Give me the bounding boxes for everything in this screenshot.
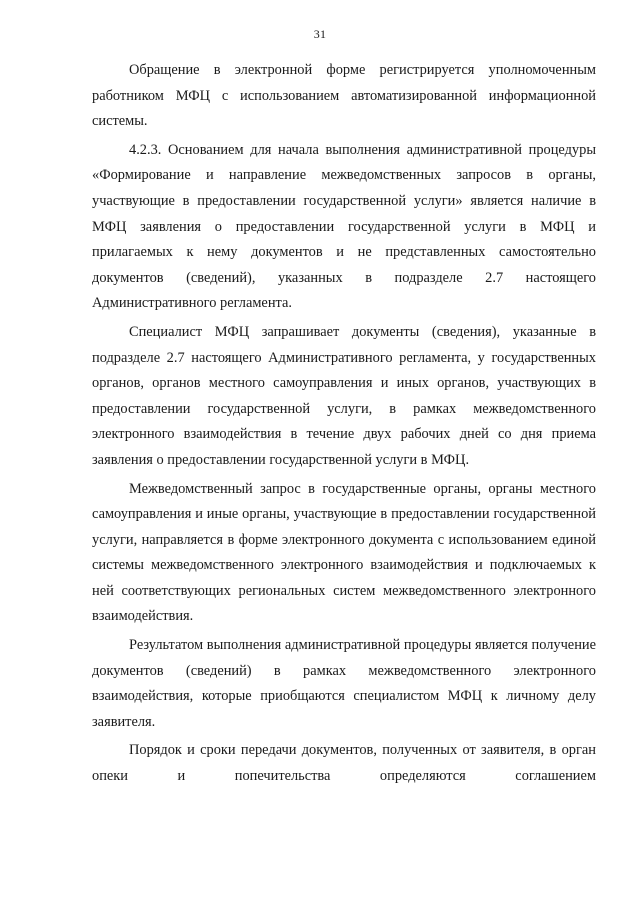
- page-number: 31: [313, 27, 327, 41]
- paragraph-specialist-request: Специалист МФЦ запрашивает документы (сведения), указанные в подразделе 2.7 настоящего Административного регламента, у государственных органов, органов местного самоуправления и иных органов, участвующих в предоставлении государственной услуги, в рамках межведомственного электронного взаимодействия в течение двух рабочих дней со дня приема заявления о предоставлении государственной услуги в МФЦ.: [92, 323, 596, 468]
- paragraph-4-2-3: 4.2.3. Основанием для начала выполнения административной процедуры «Формирование и направление межведомственных запросов в органы, участвующие в предоставлении государственной услуги» является наличие в МФЦ заявления о предоставлении государственной услуги в МФЦ и прилагаемых к нему документов и не представленных самостоятельно документов (сведений), указанных в подразделе 2.7 настоящего Административного регламента.: [92, 141, 596, 312]
- paragraph-result: Результатом выполнения административной процедуры является получение документов (сведений) в рамках межведомственного электронного взаимодействия, которые приобщаются специалистом МФЦ к личному делу заявителя.: [92, 637, 596, 730]
- document-body: [92, 58, 596, 790]
- paragraph-interagency-request: Межведомственный запрос в государственные органы, органы местного самоуправления и иные органы, участвующие в предоставлении государственной услуги, направляется в форме электронного документа с использованием единой системы межведомственного электронного взаимодействия и подключаемых к ней соответствующих региональных систем межведомственного электронного взаимодействия.: [92, 480, 596, 625]
- paragraph-registration: Обращение в электронной форме регистрируется уполномоченным работником МФЦ с использованием автоматизированной информационной системы.: [92, 62, 596, 130]
- paragraph-transfer-order: Порядок и сроки передачи документов, полученных от заявителя, в орган опеки и попечительства определяются соглашением: [92, 742, 596, 785]
